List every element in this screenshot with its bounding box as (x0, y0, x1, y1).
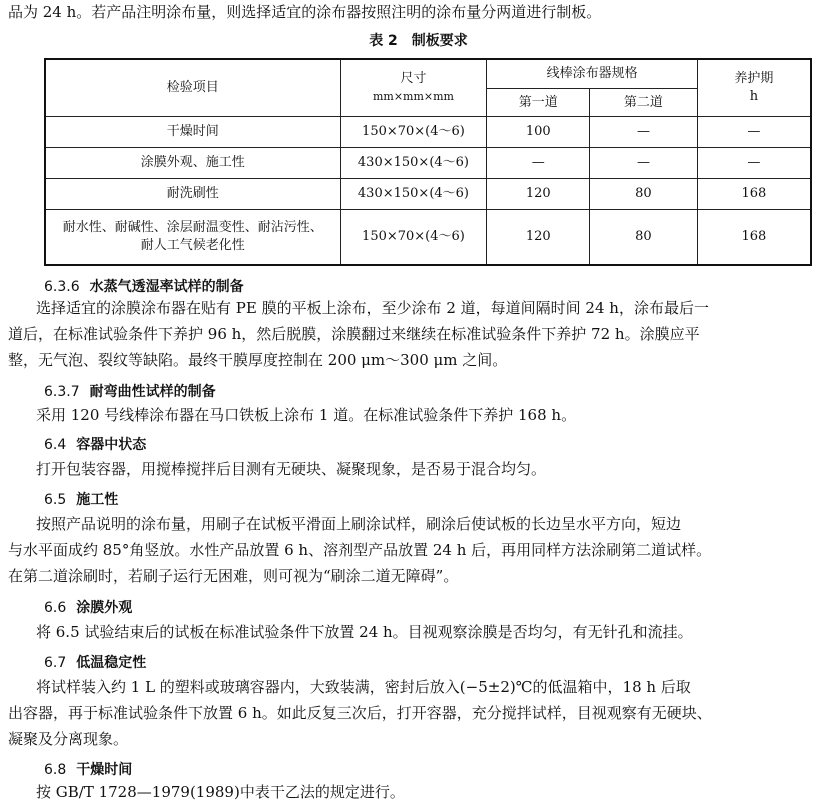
cell-size: 150×70×(4～6) (340, 210, 487, 266)
section-title: 施工性 (76, 492, 119, 508)
header-size (340, 59, 487, 117)
cell-item-line2: 耐人工气候老化性 (140, 238, 245, 253)
section-title: 低温稳定性 (76, 655, 147, 671)
header-spec: 线棒涂布器规格 (487, 59, 697, 89)
section-title: 涂膜外观 (76, 600, 133, 616)
section-heading (44, 434, 146, 455)
section-number: 6.3.7 (44, 384, 80, 400)
cell-item-line1: 耐水性、耐碱性、涂层耐温变性、耐沾污性、 (62, 220, 323, 235)
cell-cure: 168 (697, 179, 811, 210)
cell-second: 80 (590, 210, 698, 266)
section-heading (44, 597, 132, 618)
cell-first: 100 (487, 117, 590, 148)
section-heading (44, 759, 132, 780)
paragraph-line: 整，无气泡、裂纹等缺陷。最终干膜厚度控制在 200 μm～300 μm 之间。 (8, 351, 508, 369)
cell-item: 耐洗刷性 (45, 179, 340, 210)
paragraph-line: 与水平面成约 85°角竖放。水性产品放置 6 h、溶剂型产品放置 24 h 后，再用同样方法涂刷第二道试样。 (8, 541, 712, 559)
cell-cure: — (697, 117, 811, 148)
section-heading (44, 381, 216, 402)
paragraph-line: 打开包装容器，用搅棒搅拌后目测有无硬块、凝聚现象，是否易于混合均匀。 (36, 460, 547, 478)
cell-item: 干燥时间 (45, 117, 340, 148)
header-second-coat: 第二道 (590, 89, 698, 117)
section-title: 水蒸气透湿率试样的制备 (89, 279, 244, 295)
section-heading (44, 652, 146, 673)
requirements-table (44, 58, 812, 266)
paragraph-line: 在第二道涂刷时，若刷子运行无困难，则可视为“刷涂二道无障碍”。 (8, 567, 459, 585)
table-header-row (45, 59, 811, 89)
section-title: 耐弯曲性试样的制备 (89, 384, 216, 400)
cell-size: 430×150×(4～6) (340, 179, 487, 210)
table-row (45, 179, 811, 210)
paragraph-line: 采用 120 号线棒涂布器在马口铁板上涂布 1 道。在标准试验条件下养护 168 h。 (36, 406, 577, 424)
paragraph-line: 将 6.5 试验结束后的试板在标准试验条件下放置 24 h。目视观察涂膜是否均匀，有无针孔和流挂。 (36, 623, 693, 641)
paragraph-line: 出容器，再于标准试验条件下放置 6 h。如此反复三次后，打开容器，充分搅拌试样，目视观察有无硬块、 (8, 704, 712, 722)
table-row (45, 210, 811, 266)
section-number: 6.6 (44, 600, 67, 616)
header-cure (697, 59, 811, 117)
paragraph-line: 凝聚及分离现象。 (8, 730, 129, 748)
section-title: 容器中状态 (76, 437, 147, 453)
header-item: 检验项目 (45, 59, 340, 117)
header-first-coat: 第一道 (487, 89, 590, 117)
table-caption: 表 2 制板要求 (369, 33, 468, 49)
cell-cure: — (697, 148, 811, 179)
cell-item: 涂膜外观、施工性 (45, 148, 340, 179)
cell-first: 120 (487, 210, 590, 266)
cell-second: 80 (590, 179, 698, 210)
paragraph-line: 道后，在标准试验条件下养护 96 h，然后脱膜，涂膜翻过来继续在标准试验条件下养护 72 h。涂膜应平 (8, 325, 700, 343)
section-number: 6.3.6 (44, 279, 80, 295)
section-title: 干燥时间 (76, 762, 133, 778)
section-number: 6.4 (44, 437, 67, 453)
paragraph-line: 按 GB/T 1728—1979(1989)中表干乙法的规定进行。 (36, 783, 405, 801)
section-number: 6.5 (44, 492, 67, 508)
header-size-unit: mm×mm×mm (372, 90, 454, 103)
section-number: 6.8 (44, 762, 67, 778)
cell-size: 430×150×(4～6) (340, 148, 487, 179)
header-cure-label: 养护期 (734, 71, 774, 86)
intro-paragraph: 品为 24 h。若产品注明涂布量，则选择适宜的涂布器按照注明的涂布量分两道进行制板。 (8, 3, 602, 21)
header-size-label: 尺寸 (400, 71, 427, 86)
table-row (45, 148, 811, 179)
cell-cure: 168 (697, 210, 811, 266)
section-heading (44, 489, 118, 510)
paragraph-line: 将试样装入约 1 L 的塑料或玻璃容器内，大致装满，密封后放入(−5±2)℃的低温箱中，18 h 后取 (36, 678, 691, 696)
header-cure-unit: h (749, 89, 759, 104)
cell-first: 120 (487, 179, 590, 210)
section-heading (44, 276, 244, 297)
paragraph-line: 按照产品说明的涂布量，用刷子在试板平滑面上刷涂试样，刷涂后使试板的长边呈水平方向，短边 (36, 515, 682, 533)
section-number: 6.7 (44, 655, 67, 671)
cell-second: — (590, 148, 698, 179)
cell-size: 150×70×(4～6) (340, 117, 487, 148)
table-row (45, 117, 811, 148)
paragraph-line: 选择适宜的涂膜涂布器在贴有 PE 膜的平板上涂布，至少涂布 2 道，每道间隔时间 24 h，涂布最后一 (36, 299, 709, 317)
cell-second: — (590, 117, 698, 148)
cell-first: — (487, 148, 590, 179)
cell-item (45, 210, 340, 266)
